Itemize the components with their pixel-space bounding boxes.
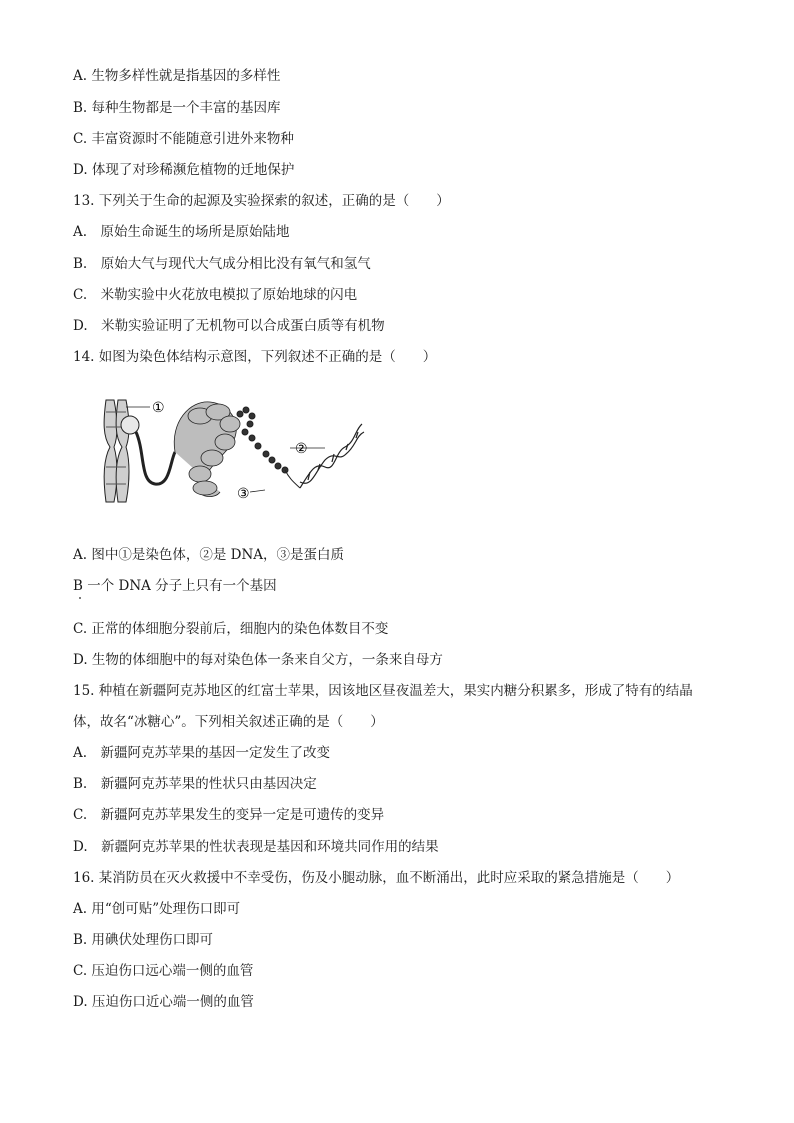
q14-option-a: A. 图中①是染色体，②是 DNA，③是蛋白质 [73, 547, 345, 563]
nucleosomes [237, 407, 288, 473]
q14-stem: 14. 如图为染色体结构示意图，下列叙述不正确的是（ ） [73, 349, 437, 365]
chromosome-drawing [104, 400, 129, 502]
q15-option-a: A. 新疆阿克苏苹果的基因一定发生了改变 [73, 745, 331, 761]
q13-option-b: B. 原始大气与现代大气成分相比没有氧气和氢气 [73, 256, 371, 272]
q16-option-c: C. 压迫伤口远心端一侧的血管 [73, 963, 254, 979]
q13-option-c: C. 米勒实验中火花放电模拟了原始地球的闪电 [73, 287, 358, 303]
q16-option-b: B. 用碘伏处理伤口即可 [73, 932, 214, 948]
magnify-circle [121, 416, 139, 434]
q13-stem: 13. 下列关于生命的起源及实验探索的叙述，正确的是（ ） [73, 193, 450, 209]
q15-option-c: C. 新疆阿克苏苹果发生的变异一定是可遗传的变异 [73, 807, 385, 823]
q16-option-d: D. 压迫伤口近心端一侧的血管 [73, 994, 254, 1010]
q15-stem-line1: 15. 种植在新疆阿克苏地区的红富士苹果，因该地区昼夜温差大，果实内糖分积累多，形成了特有的结晶 [73, 683, 693, 699]
q12-option-d: D. 体现了对珍稀濒危植物的迁地保护 [73, 162, 295, 178]
q15-option-d: D. 新疆阿克苏苹果的性状表现是基因和环境共同作用的结果 [73, 839, 439, 855]
q13-option-d: D. 米勒实验证明了无机物可以合成蛋白质等有机物 [73, 318, 385, 334]
q16-option-a: A. 用“创可贴”处理伤口即可 [73, 901, 241, 917]
stray-dot [79, 597, 81, 599]
q14-option-d: D. 生物的体细胞中的每对染色体一条来自父方，一条来自母方 [73, 652, 443, 668]
q14-option-b: B 一个 DNA 分子上只有一个基因 [73, 578, 277, 594]
q12-option-b: B. 每种生物都是一个丰富的基因库 [73, 100, 281, 116]
fiber-connector [136, 432, 175, 484]
q15-stem-line2: 体，故名“冰糖心”。下列相关叙述正确的是（ ） [73, 714, 384, 730]
q14-option-c: C. 正常的体细胞分裂前后，细胞内的染色体数目不变 [73, 621, 389, 637]
q13-option-a: A. 原始生命诞生的场所是原始陆地 [73, 224, 290, 240]
q15-option-b: B. 新疆阿克苏苹果的性状只由基因决定 [73, 776, 317, 792]
dna-helix [300, 424, 364, 488]
figure-label-2: ② [295, 441, 308, 457]
q16-stem: 16. 某消防员在灭火救援中不幸受伤，伤及小腿动脉，血不断涌出，此时应采取的紧急措施是（ ） [73, 870, 680, 886]
figure-label-3: ③ [237, 486, 250, 502]
q12-option-a: A. 生物多样性就是指基因的多样性 [73, 68, 281, 84]
q12-option-c: C. 丰富资源时不能随意引进外来物种 [73, 131, 294, 147]
figure-label-1: ① [152, 400, 165, 416]
supercoil [174, 402, 240, 497]
chromosome-structure-figure [100, 392, 370, 504]
